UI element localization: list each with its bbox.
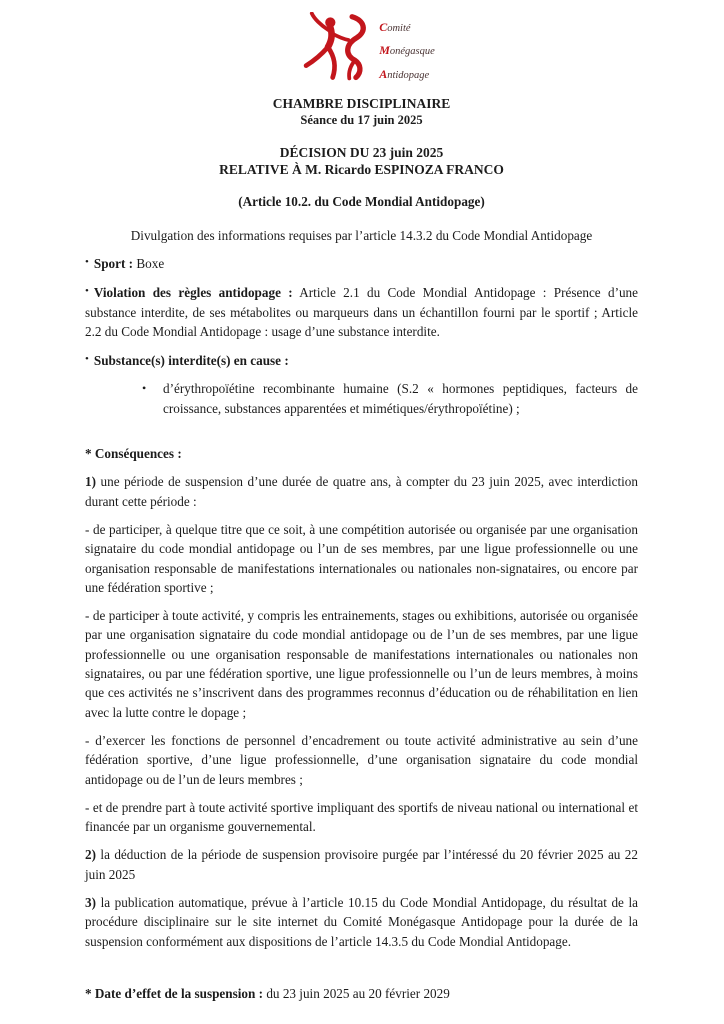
effective-date-line (85, 984, 638, 1003)
ban-paragraph: - et de prendre part à toute activité sportive impliquant des sportifs de niveau national ou international et financée par un organisme gouvernemental. (85, 799, 638, 835)
decision-title-block (85, 145, 638, 178)
disclosure-note: Divulgation des informations requises par l’article 14.3.2 du Code Mondial Antidopage (130, 228, 593, 243)
substances-label: Substance(s) interdite(s) en cause : (93, 353, 289, 369)
decision-subject: RELATIVE À M. Ricardo ESPINOZA FRANCO (219, 161, 504, 177)
star-marker: * (85, 985, 92, 1001)
item-text: la déduction de la période de suspension provisoire purgée par l’intéressé du 20 février 2025 au 22 juin 2025 (85, 847, 638, 882)
substance-text: d’érythropoïétine recombinante humaine (S.2 « hormones peptidiques, facteurs de croissance, substances apparentées et mimétiques/érythropoïétine) ; (163, 381, 638, 416)
consequences-heading (85, 444, 638, 463)
date-value: du 23 juin 2025 au 20 février 2029 (263, 985, 450, 1001)
violation-text: Article 2.1 du Code Mondial Antidopage : Présence d’une substance interdite, de ses métabolites ou marqueurs dans un échantillon fourni par le sportif ; Article 2.2 du Code Mondial Antidopage : usage d’une substance interdite. (85, 285, 638, 339)
consequences-label: Conséquences : (91, 446, 182, 462)
violation-paragraph (85, 282, 638, 341)
sport-line (85, 253, 638, 273)
item-number: 1) (85, 474, 96, 490)
consequence-item-2 (85, 845, 638, 884)
logo-rest: ntidopage (387, 69, 430, 81)
ban-paragraph: - de participer à toute activité, y compris les entrainements, stages ou exhibitions, autorisée ou organisée par une organisation signataire du code mondial antidopage ou de l’un de ses membres, par une ligue professionnelle ou une organisation responsable de manifestations internationales ou nationales non signataires, ou par une fédération sportive, une ligue professionnelle ou l’un de leurs membres, à moins que ces activités ne s’inscrivent dans des programmes reconnus d’éducation ou de réhabilitation en lien avec la lutte contre le dopage ; (85, 608, 638, 720)
logo-line-3 (379, 63, 435, 86)
logo-line-2 (379, 39, 435, 62)
chamber-title: CHAMBRE DISCIPLINAIRE (272, 96, 451, 111)
item-text: une période de suspension d’une durée de quatre ans, à compter du 23 juin 2025, avec interdiction durant cette période : (85, 474, 638, 509)
logo-wordmark (379, 16, 435, 86)
sub-bullet-icon: • (142, 381, 147, 396)
logo-initial: A (379, 66, 388, 81)
sport-value: Boxe (133, 256, 165, 271)
bullet-icon: • (85, 285, 89, 298)
substances-heading (85, 350, 638, 370)
date-label-group (85, 986, 263, 1001)
session-date: Séance du 17 juin 2025 (300, 113, 423, 127)
ban-paragraph: - d’exercer les fonctions de personnel d’encadrement ou toute activité administrative au sein d’une fédération sportive, d’une ligue professionnelle, d’une organisation signataire du code mondial antidopage ou de l’un de leurs membres ; (85, 732, 638, 787)
date-label: Date d’effet de la suspension : (91, 985, 264, 1001)
bullet-icon: • (85, 256, 89, 268)
star-marker: * (85, 446, 92, 462)
consequence-item-1 (85, 472, 638, 511)
cma-logo (99, 12, 638, 90)
logo-line-1 (379, 16, 435, 39)
logo-initial: C (379, 19, 388, 34)
article-reference: (Article 10.2. du Code Mondial Antidopage) (238, 194, 485, 209)
dancing-figures-icon (302, 12, 370, 91)
logo-rest: omité (387, 22, 411, 34)
bullet-icon: • (85, 353, 89, 366)
ban-paragraph: - de participer, à quelque titre que ce soit, à une compétition autorisée ou organisée par une organisation signataire du code mondial antidopage ou l’un de ses membres, par une ligue professionnelle ou une organisation responsable de manifestations internationales ou nationales non-signataires, ou encore par une fédération sportive ; (85, 521, 638, 595)
item-number: 3) (85, 895, 96, 911)
item-text: la publication automatique, prévue à l’article 10.15 du Code Mondial Antidopage, du résultat de la procédure disciplinaire sur le site internet du Comité Monégasque Antidopage pour la durée de la suspension conformément aux dispositions de l’article 14.3.5 du Code Mondial Antidopage. (85, 895, 638, 949)
substance-item (85, 379, 638, 418)
item-number: 2) (85, 847, 96, 863)
logo-initial: M (379, 43, 390, 58)
consequence-item-3 (85, 893, 638, 951)
decision-title: DÉCISION DU 23 juin 2025 (279, 145, 444, 160)
sport-label: Sport : (93, 256, 134, 271)
logo-rest: onégasque (389, 46, 435, 58)
violation-label: Violation des règles antidopage : (93, 285, 293, 301)
